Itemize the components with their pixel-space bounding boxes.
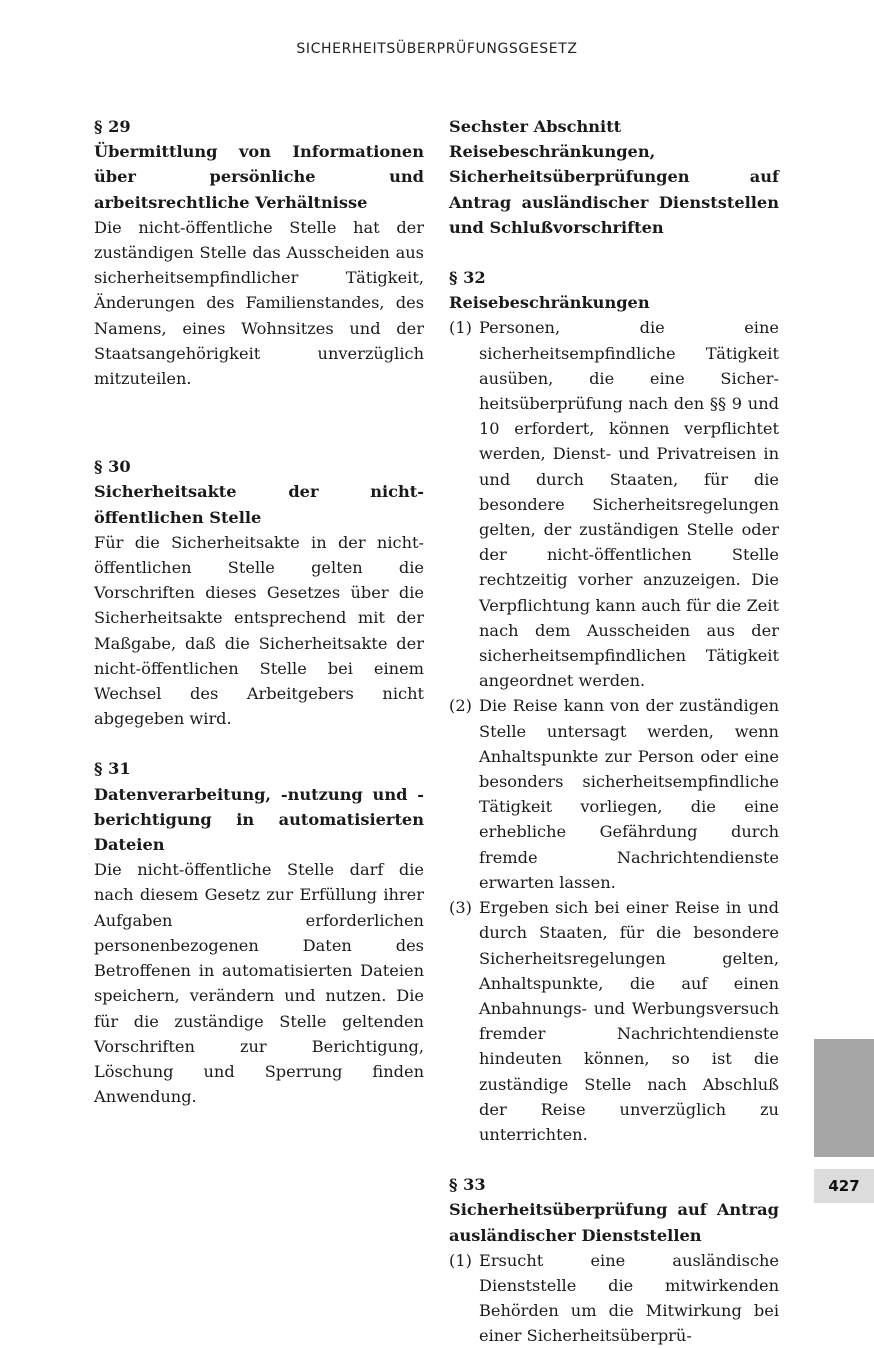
- list-item: [449, 1248, 779, 1349]
- paragraph-text: Die nicht-öffentliche Stelle hat der zuständigen Stelle das Ausscheiden aus sicherheitsempfindlicher Tätigkeit, Änderungen des Familienstandes, des Namens, eines Wohnsitzes und der Staatsangehörigkeit unverzüglich mitzuteilen.: [94, 217, 424, 389]
- item-text: Die Reise kann von der zuständigen Stelle untersagt werden, wenn Anhaltspunkte zur Person oder eine besonders sicherheitsempfindliche Tätigkeit vorliegen, die eine erhebliche Gefährdung durch fremde Nachrichtendienste erwarten lassen.: [479, 696, 779, 892]
- item-number: (2): [449, 696, 472, 716]
- right-column: [449, 114, 779, 1349]
- item-text: Ersucht eine ausländische Dienststelle die mitwirkenden Behörden um die Mitwirkung bei einer Sicherheitsüberprü-: [479, 1250, 779, 1346]
- left-column: [94, 114, 424, 1109]
- section-33: [449, 1172, 779, 1348]
- paragraph-text: Für die Sicherheitsakte in der nicht-öffentlichen Stelle gelten die Vorschriften dieses Gesetzes über die Sicherheitsakte entsprechend mit der Maßgabe, daß die Sicherheitsakte der nicht-öffentlichen Stelle bei einem Wechsel des Arbeitgebers nicht abgegeben wird.: [94, 532, 424, 729]
- item-text: Personen, die eine sicherheitsempfindliche Tätigkeit ausüben, die eine Sicherheitsüberprüfung nach den §§ 9 und 10 erfordert, können verpflichtet werden, Dienst- und Privatreisen in und durch Staaten, für die besondere Sicherheitsregelungen gelten, der zuständigen Stelle oder der nicht-öffentlichen Stelle rechtzeitig vorher anzuzeigen. Die Verpflichtung kann auch für die Zeit nach dem Ausscheiden aus der sicherheitsempfindlichen Tätigkeit angeordnet werden.: [479, 318, 779, 691]
- list-item: [449, 315, 779, 693]
- list-item: [449, 693, 779, 895]
- section-29: [94, 114, 424, 391]
- paragraph-title: Sicherheitsüberprüfung auf Antrag ausländischer Dienststellen: [449, 1200, 779, 1245]
- running-title: SICHERHEITSÜBERPRÜFUNGSGESETZ: [296, 41, 578, 57]
- paragraph-title: Reisebeschränkungen: [449, 293, 650, 313]
- paragraph-title: Übermittlung von Informationen über persönliche und arbeitsrechtliche Verhältnisse: [94, 142, 424, 212]
- paragraph-number: § 31: [94, 759, 131, 779]
- paragraph-number: § 29: [94, 117, 131, 136]
- section-heading: Sechster Abschnitt: [449, 117, 622, 136]
- paragraph-number: § 33: [449, 1175, 486, 1195]
- section-32: [449, 265, 779, 1147]
- section-30: [94, 454, 424, 731]
- section-title: Reisebeschränkungen, Sicherheitsüberprüfungen auf Antrag ausländischer Dienststellen und Schlußvorschriften: [449, 142, 779, 237]
- chapter-thumb-tab: [814, 1039, 874, 1157]
- paragraph-title: Datenverarbeitung, -nutzung und -berichtigung in automatisierten Dateien: [94, 784, 424, 855]
- page-number: 427: [814, 1169, 874, 1203]
- item-text: Ergeben sich bei einer Reise in und durch Staaten, für die besondere Sicherheitsregelungen gelten, Anhaltspunkte, die auf einen Anbahnungs- und Werbungsversuch fremder Nachrichtendienste hindeuten können, so ist die zuständige Stelle nach Abschluß der Reise unverzüglich zu unterrichten.: [479, 898, 779, 1144]
- list-item: [449, 895, 779, 1147]
- paragraph-number: § 32: [449, 268, 486, 288]
- item-number: (3): [449, 898, 472, 918]
- paragraph-number: § 30: [94, 457, 131, 477]
- section-31: [94, 756, 424, 1109]
- item-number: (1): [449, 318, 472, 338]
- paragraph-text: Die nicht-öffentliche Stelle darf die nach diesem Gesetz zur Erfüllung ihrer Aufgaben erforderlichen personenbezogenen Daten des Betroffenen in automatisierten Dateien speichern, verändern und nutzen. Die für die zuständige Stelle geltenden Vorschriften zur Berichtigung, Löschung und Sperrung finden Anwendung.: [94, 860, 424, 1107]
- item-number: (1): [449, 1250, 472, 1270]
- paragraph-title: Sicherheitsakte der nicht-öffentlichen Stelle: [94, 482, 424, 527]
